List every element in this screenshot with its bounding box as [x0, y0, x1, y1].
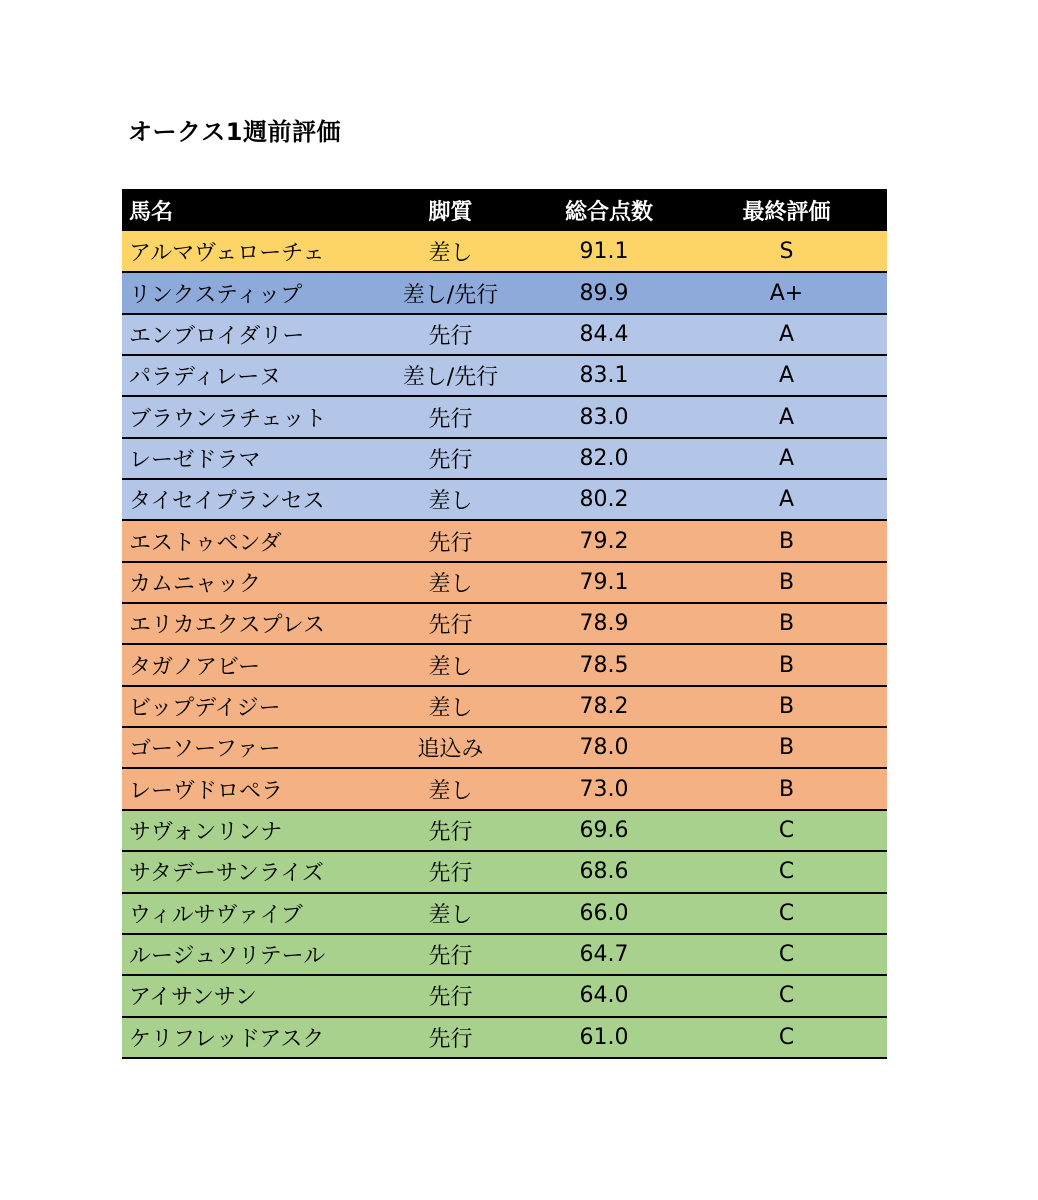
horse-name-cell: エリカエクスプレス: [122, 603, 369, 644]
running-style-cell: 先行: [369, 438, 532, 479]
final-grade-cell: B: [686, 686, 887, 727]
total-score-cell: 80.2: [532, 479, 686, 520]
running-style-cell: 先行: [369, 314, 532, 355]
total-score-cell: 78.0: [532, 727, 686, 768]
final-grade-cell: B: [686, 768, 887, 809]
horse-name-cell: エストゥペンダ: [122, 520, 369, 561]
running-style-cell: 先行: [369, 520, 532, 561]
header-total-score: 総合点数: [564, 199, 653, 225]
horse-name-cell: エンブロイダリー: [122, 314, 369, 355]
total-score-cell: 79.1: [532, 562, 686, 603]
running-style-cell: 差し: [369, 231, 532, 272]
running-style-cell: 差し: [369, 562, 532, 603]
total-score-cell: 82.0: [532, 438, 686, 479]
total-score-cell: 84.4: [532, 314, 686, 355]
total-score-cell: 73.0: [532, 768, 686, 809]
table-row: [122, 520, 887, 561]
table-row: [122, 562, 887, 603]
table-row: [122, 603, 887, 644]
total-score-cell: 83.0: [532, 396, 686, 437]
horse-name-cell: ウィルサヴァイブ: [122, 893, 369, 934]
final-grade-cell: C: [686, 851, 887, 892]
final-grade-cell: A: [686, 355, 887, 396]
horse-name-cell: レーヴドロペラ: [122, 768, 369, 809]
total-score-cell: 61.0: [532, 1017, 686, 1058]
final-grade-cell: C: [686, 893, 887, 934]
table-row: [122, 975, 887, 1016]
running-style-cell: 差し: [369, 644, 532, 685]
final-grade-cell: S: [686, 231, 887, 272]
table-row: [122, 231, 887, 272]
table-header: [122, 189, 887, 231]
running-style-cell: 差し: [369, 893, 532, 934]
total-score-cell: 83.1: [532, 355, 686, 396]
running-style-cell: 差し: [369, 479, 532, 520]
final-grade-cell: B: [686, 603, 887, 644]
running-style-cell: 先行: [369, 810, 532, 851]
horse-name-cell: サタデーサンライズ: [122, 851, 369, 892]
horse-name-cell: ルージュソリテール: [122, 934, 369, 975]
table-row: [122, 272, 887, 313]
table-row: [122, 768, 887, 809]
total-score-cell: 79.2: [532, 520, 686, 561]
table-row: [122, 314, 887, 355]
final-grade-cell: C: [686, 1017, 887, 1058]
table-row: [122, 644, 887, 685]
header-horse-name: 馬名: [129, 199, 174, 225]
total-score-cell: 91.1: [532, 231, 686, 272]
header-running-style: 脚質: [428, 199, 473, 225]
final-grade-cell: B: [686, 520, 887, 561]
table-row: [122, 1017, 887, 1058]
table-body: [122, 231, 887, 1058]
evaluation-table: [122, 189, 887, 1059]
running-style-cell: 先行: [369, 975, 532, 1016]
total-score-cell: 64.7: [532, 934, 686, 975]
final-grade-cell: C: [686, 810, 887, 851]
total-score-cell: 66.0: [532, 893, 686, 934]
page-title: オークス1週前評価: [128, 118, 341, 146]
table-row: [122, 479, 887, 520]
table-row: [122, 686, 887, 727]
final-grade-cell: A+: [686, 272, 887, 313]
running-style-cell: 差し: [369, 686, 532, 727]
horse-name-cell: アルマヴェローチェ: [122, 231, 369, 272]
table-row: [122, 396, 887, 437]
horse-name-cell: サヴォンリンナ: [122, 810, 369, 851]
horse-name-cell: ビップデイジー: [122, 686, 369, 727]
running-style-cell: 追込み: [369, 727, 532, 768]
header-final-grade: 最終評価: [742, 199, 831, 225]
total-score-cell: 78.2: [532, 686, 686, 727]
running-style-cell: 先行: [369, 396, 532, 437]
running-style-cell: 先行: [369, 1017, 532, 1058]
running-style-cell: 差し/先行: [369, 355, 532, 396]
running-style-cell: 差し/先行: [369, 272, 532, 313]
table-row: [122, 355, 887, 396]
table-row: [122, 893, 887, 934]
final-grade-cell: A: [686, 314, 887, 355]
table-row: [122, 934, 887, 975]
total-score-cell: 69.6: [532, 810, 686, 851]
header-row: [122, 189, 887, 231]
final-grade-cell: C: [686, 975, 887, 1016]
table-row: [122, 810, 887, 851]
horse-name-cell: ケリフレッドアスク: [122, 1017, 369, 1058]
table-row: [122, 727, 887, 768]
horse-name-cell: タガノアビー: [122, 644, 369, 685]
horse-name-cell: リンクスティップ: [122, 272, 369, 313]
horse-name-cell: レーゼドラマ: [122, 438, 369, 479]
horse-name-cell: ゴーソーファー: [122, 727, 369, 768]
final-grade-cell: C: [686, 934, 887, 975]
total-score-cell: 89.9: [532, 272, 686, 313]
total-score-cell: 78.9: [532, 603, 686, 644]
total-score-cell: 68.6: [532, 851, 686, 892]
horse-name-cell: パラディレーヌ: [122, 355, 369, 396]
total-score-cell: 64.0: [532, 975, 686, 1016]
final-grade-cell: B: [686, 727, 887, 768]
table-row: [122, 438, 887, 479]
final-grade-cell: A: [686, 479, 887, 520]
running-style-cell: 先行: [369, 934, 532, 975]
final-grade-cell: B: [686, 562, 887, 603]
final-grade-cell: A: [686, 396, 887, 437]
horse-name-cell: ブラウンラチェット: [122, 396, 369, 437]
final-grade-cell: B: [686, 644, 887, 685]
running-style-cell: 先行: [369, 851, 532, 892]
final-grade-cell: A: [686, 438, 887, 479]
running-style-cell: 先行: [369, 603, 532, 644]
horse-name-cell: アイサンサン: [122, 975, 369, 1016]
running-style-cell: 差し: [369, 768, 532, 809]
horse-name-cell: タイセイプランセス: [122, 479, 369, 520]
total-score-cell: 78.5: [532, 644, 686, 685]
horse-name-cell: カムニャック: [122, 562, 369, 603]
table-row: [122, 851, 887, 892]
